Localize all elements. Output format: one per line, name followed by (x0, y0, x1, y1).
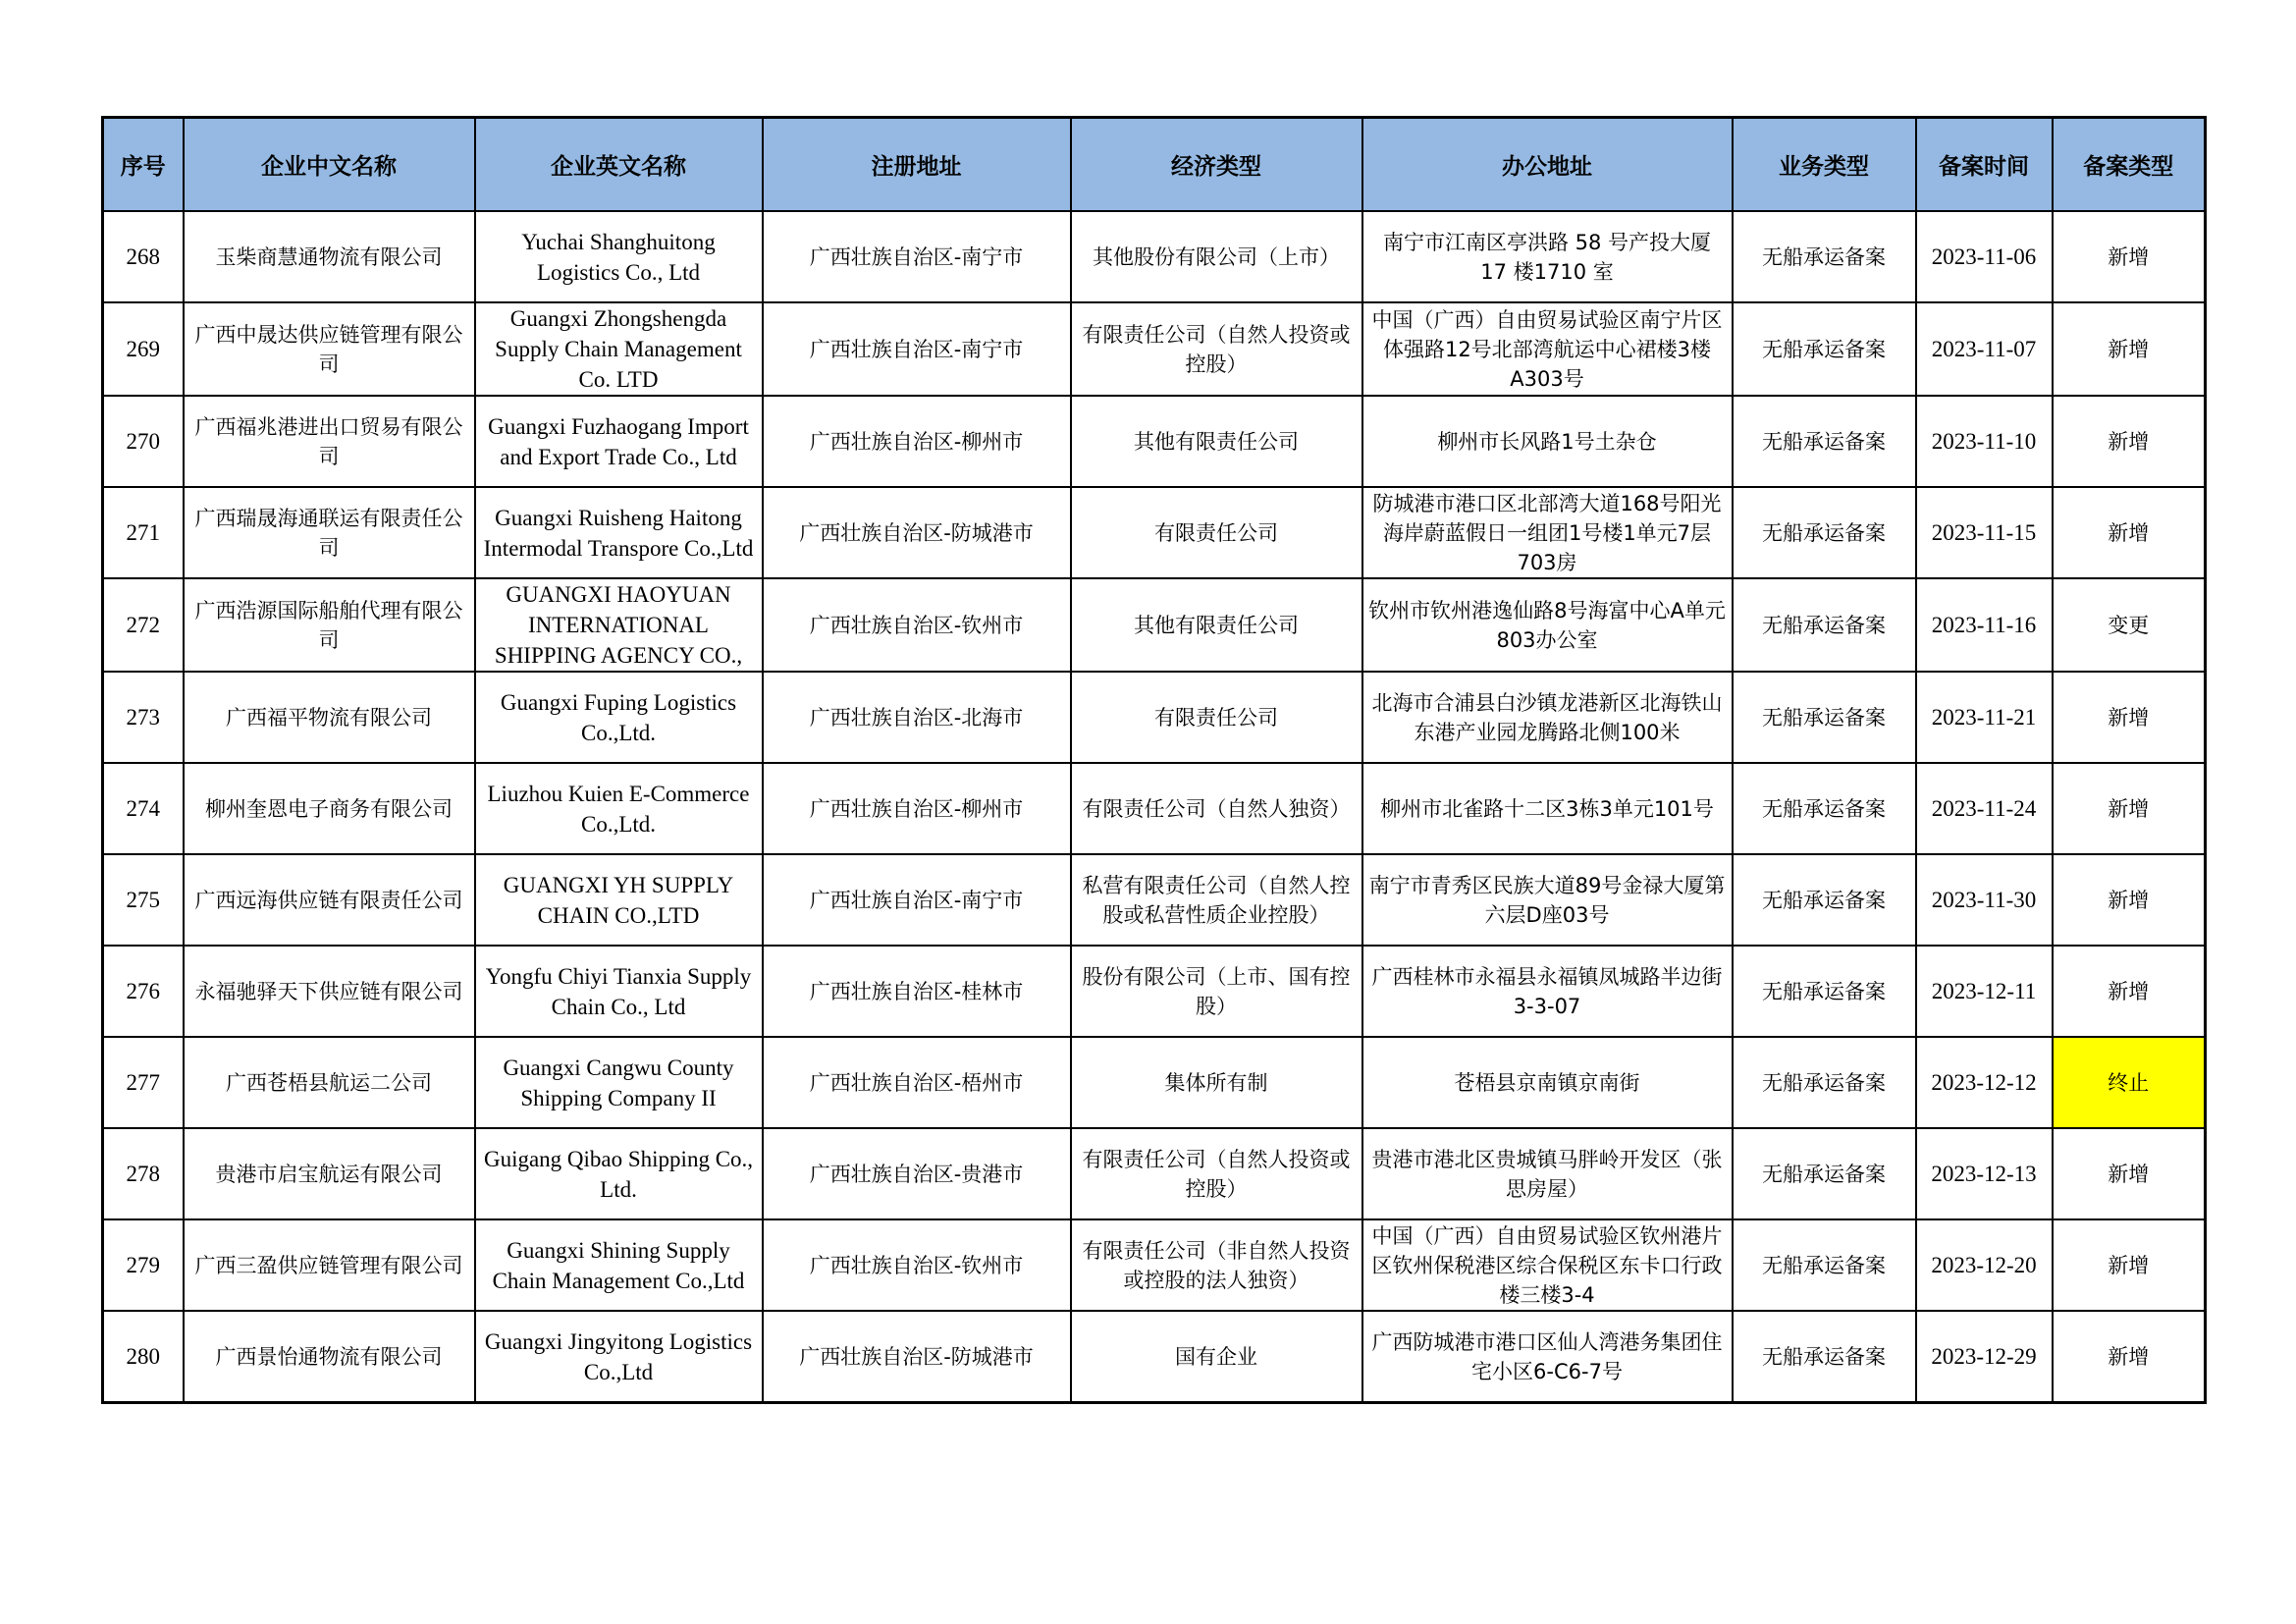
cell-filing-date: 2023-11-10 (1916, 396, 2053, 487)
cell-filing-date: 2023-11-21 (1916, 672, 2053, 763)
cell-economic-type: 有限责任公司（自然人独资） (1071, 763, 1362, 854)
cell-name-en: Guangxi Ruisheng Haitong Intermodal Transpore Co.,Ltd (475, 487, 763, 578)
cell-filing-date: 2023-11-24 (1916, 763, 2053, 854)
cell-economic-type: 有限责任公司 (1071, 672, 1362, 763)
cell-seq: 278 (103, 1128, 184, 1219)
cell-filing-type: 新增 (2053, 487, 2206, 578)
cell-office-address: 中国（广西）自由贸易试验区南宁片区体强路12号北部湾航运中心裙楼3楼A303号 (1362, 302, 1733, 396)
cell-name-en: Guangxi Zhongshengda Supply Chain Management Co. LTD (475, 302, 763, 396)
cell-seq: 280 (103, 1311, 184, 1403)
registry-table (101, 116, 2207, 1404)
cell-filing-date: 2023-12-29 (1916, 1311, 2053, 1403)
cell-name-en: Guangxi Fuzhaogang Import and Export Trade Co., Ltd (475, 396, 763, 487)
cell-name-en: Yongfu Chiyi Tianxia Supply Chain Co., Ltd (475, 946, 763, 1037)
cell-seq: 279 (103, 1219, 184, 1311)
table-row (103, 302, 2206, 396)
cell-seq: 268 (103, 211, 184, 302)
header-business-type: 业务类型 (1733, 118, 1916, 212)
cell-economic-type: 有限责任公司（自然人投资或控股） (1071, 302, 1362, 396)
header-name-cn: 企业中文名称 (184, 118, 475, 212)
cell-name-cn: 广西景怡通物流有限公司 (184, 1311, 475, 1403)
cell-business-type: 无船承运备案 (1733, 1311, 1916, 1403)
table-row (103, 672, 2206, 763)
cell-filing-type: 新增 (2053, 1128, 2206, 1219)
cell-business-type: 无船承运备案 (1733, 1037, 1916, 1128)
table-row (103, 396, 2206, 487)
cell-name-en: Guangxi Shining Supply Chain Management Co.,Ltd (475, 1219, 763, 1311)
cell-economic-type: 国有企业 (1071, 1311, 1362, 1403)
header-seq: 序号 (103, 118, 184, 212)
cell-office-address: 广西防城港市港口区仙人湾港务集团住宅小区6-C6-7号 (1362, 1311, 1733, 1403)
table-row (103, 854, 2206, 946)
cell-name-en: Guangxi Cangwu County Shipping Company II (475, 1037, 763, 1128)
header-row (103, 118, 2206, 212)
cell-name-cn: 广西福兆港进出口贸易有限公司 (184, 396, 475, 487)
cell-filing-date: 2023-11-06 (1916, 211, 2053, 302)
cell-filing-date: 2023-12-13 (1916, 1128, 2053, 1219)
cell-filing-type: 新增 (2053, 211, 2206, 302)
cell-business-type: 无船承运备案 (1733, 854, 1916, 946)
cell-name-en: Guangxi Jingyitong Logistics Co.,Ltd (475, 1311, 763, 1403)
cell-business-type: 无船承运备案 (1733, 211, 1916, 302)
cell-filing-type: 新增 (2053, 763, 2206, 854)
cell-economic-type: 其他股份有限公司（上市） (1071, 211, 1362, 302)
cell-name-en: Liuzhou Kuien E-Commerce Co.,Ltd. (475, 763, 763, 854)
cell-reg-address: 广西壮族自治区-梧州市 (763, 1037, 1071, 1128)
cell-name-cn: 广西三盈供应链管理有限公司 (184, 1219, 475, 1311)
cell-office-address: 南宁市青秀区民族大道89号金禄大厦第六层D座03号 (1362, 854, 1733, 946)
header-filing-date: 备案时间 (1916, 118, 2053, 212)
cell-business-type: 无船承运备案 (1733, 1128, 1916, 1219)
cell-reg-address: 广西壮族自治区-南宁市 (763, 854, 1071, 946)
cell-economic-type: 其他有限责任公司 (1071, 396, 1362, 487)
table-row (103, 1037, 2206, 1128)
cell-name-en: Yuchai Shanghuitong Logistics Co., Ltd (475, 211, 763, 302)
cell-seq: 276 (103, 946, 184, 1037)
cell-office-address: 广西桂林市永福县永福镇凤城路半边街3-3-07 (1362, 946, 1733, 1037)
cell-filing-date: 2023-11-15 (1916, 487, 2053, 578)
cell-economic-type: 股份有限公司（上市、国有控股） (1071, 946, 1362, 1037)
cell-office-address: 钦州市钦州港逸仙路8号海富中心A单元803办公室 (1362, 578, 1733, 672)
cell-office-address: 南宁市江南区亭洪路 58 号产投大厦 17 楼1710 室 (1362, 211, 1733, 302)
cell-business-type: 无船承运备案 (1733, 487, 1916, 578)
table-row (103, 763, 2206, 854)
cell-filing-type: 变更 (2053, 578, 2206, 672)
cell-filing-date: 2023-12-11 (1916, 946, 2053, 1037)
cell-name-cn: 永福驰驿天下供应链有限公司 (184, 946, 475, 1037)
cell-name-en: Guigang Qibao Shipping Co., Ltd. (475, 1128, 763, 1219)
header-name-en: 企业英文名称 (475, 118, 763, 212)
cell-reg-address: 广西壮族自治区-钦州市 (763, 578, 1071, 672)
table-row (103, 211, 2206, 302)
cell-reg-address: 广西壮族自治区-柳州市 (763, 396, 1071, 487)
cell-office-address: 贵港市港北区贵城镇马胖岭开发区（张思房屋） (1362, 1128, 1733, 1219)
cell-filing-date: 2023-11-16 (1916, 578, 2053, 672)
cell-business-type: 无船承运备案 (1733, 578, 1916, 672)
cell-filing-type: 新增 (2053, 1311, 2206, 1403)
cell-seq: 277 (103, 1037, 184, 1128)
cell-filing-date: 2023-12-12 (1916, 1037, 2053, 1128)
cell-reg-address: 广西壮族自治区-北海市 (763, 672, 1071, 763)
cell-filing-type: 新增 (2053, 396, 2206, 487)
cell-economic-type: 其他有限责任公司 (1071, 578, 1362, 672)
cell-filing-type: 终止 (2053, 1037, 2206, 1128)
cell-filing-type: 新增 (2053, 672, 2206, 763)
cell-filing-type: 新增 (2053, 946, 2206, 1037)
header-economic-type: 经济类型 (1071, 118, 1362, 212)
cell-business-type: 无船承运备案 (1733, 1219, 1916, 1311)
table-row (103, 1128, 2206, 1219)
cell-reg-address: 广西壮族自治区-桂林市 (763, 946, 1071, 1037)
table-row (103, 487, 2206, 578)
cell-name-cn: 广西瑞晟海通联运有限责任公司 (184, 487, 475, 578)
cell-economic-type: 私营有限责任公司（自然人控股或私营性质企业控股） (1071, 854, 1362, 946)
table-row (103, 1219, 2206, 1311)
table-row (103, 1311, 2206, 1403)
cell-filing-type: 新增 (2053, 302, 2206, 396)
table-row (103, 578, 2206, 672)
cell-name-en: GUANGXI HAOYUAN INTERNATIONAL SHIPPING AGENCY CO., (475, 578, 763, 672)
cell-name-en: GUANGXI YH SUPPLY CHAIN CO.,LTD (475, 854, 763, 946)
header-office-address: 办公地址 (1362, 118, 1733, 212)
cell-name-en: Guangxi Fuping Logistics Co.,Ltd. (475, 672, 763, 763)
table-body (103, 211, 2206, 1403)
cell-seq: 269 (103, 302, 184, 396)
cell-name-cn: 广西中晟达供应链管理有限公司 (184, 302, 475, 396)
cell-office-address: 防城港市港口区北部湾大道168号阳光海岸蔚蓝假日一组团1号楼1单元7层703房 (1362, 487, 1733, 578)
cell-filing-type: 新增 (2053, 1219, 2206, 1311)
cell-seq: 273 (103, 672, 184, 763)
cell-business-type: 无船承运备案 (1733, 396, 1916, 487)
cell-seq: 272 (103, 578, 184, 672)
cell-reg-address: 广西壮族自治区-南宁市 (763, 302, 1071, 396)
cell-reg-address: 广西壮族自治区-防城港市 (763, 1311, 1071, 1403)
cell-office-address: 北海市合浦县白沙镇龙港新区北海铁山东港产业园龙腾路北侧100米 (1362, 672, 1733, 763)
cell-seq: 274 (103, 763, 184, 854)
cell-name-cn: 贵港市启宝航运有限公司 (184, 1128, 475, 1219)
cell-reg-address: 广西壮族自治区-贵港市 (763, 1128, 1071, 1219)
cell-office-address: 柳州市北雀路十二区3栋3单元101号 (1362, 763, 1733, 854)
table-row (103, 946, 2206, 1037)
cell-economic-type: 集体所有制 (1071, 1037, 1362, 1128)
cell-seq: 270 (103, 396, 184, 487)
cell-seq: 275 (103, 854, 184, 946)
cell-reg-address: 广西壮族自治区-防城港市 (763, 487, 1071, 578)
cell-reg-address: 广西壮族自治区-柳州市 (763, 763, 1071, 854)
cell-office-address: 中国（广西）自由贸易试验区钦州港片区钦州保税港区综合保税区东卡口行政楼三楼3-4 (1362, 1219, 1733, 1311)
cell-name-cn: 广西远海供应链有限责任公司 (184, 854, 475, 946)
cell-name-cn: 柳州奎恩电子商务有限公司 (184, 763, 475, 854)
cell-office-address: 苍梧县京南镇京南街 (1362, 1037, 1733, 1128)
header-reg-address: 注册地址 (763, 118, 1071, 212)
cell-business-type: 无船承运备案 (1733, 672, 1916, 763)
cell-filing-type: 新增 (2053, 854, 2206, 946)
cell-name-cn: 广西浩源国际船舶代理有限公司 (184, 578, 475, 672)
registry-table-container (101, 116, 2204, 1404)
cell-office-address: 柳州市长风路1号土杂仓 (1362, 396, 1733, 487)
cell-filing-date: 2023-11-30 (1916, 854, 2053, 946)
cell-name-cn: 广西福平物流有限公司 (184, 672, 475, 763)
cell-seq: 271 (103, 487, 184, 578)
cell-economic-type: 有限责任公司 (1071, 487, 1362, 578)
cell-filing-date: 2023-12-20 (1916, 1219, 2053, 1311)
cell-reg-address: 广西壮族自治区-钦州市 (763, 1219, 1071, 1311)
cell-reg-address: 广西壮族自治区-南宁市 (763, 211, 1071, 302)
cell-economic-type: 有限责任公司（非自然人投资或控股的法人独资） (1071, 1219, 1362, 1311)
cell-business-type: 无船承运备案 (1733, 946, 1916, 1037)
cell-economic-type: 有限责任公司（自然人投资或控股） (1071, 1128, 1362, 1219)
cell-business-type: 无船承运备案 (1733, 302, 1916, 396)
cell-name-cn: 玉柴商慧通物流有限公司 (184, 211, 475, 302)
cell-business-type: 无船承运备案 (1733, 763, 1916, 854)
header-filing-type: 备案类型 (2053, 118, 2206, 212)
cell-filing-date: 2023-11-07 (1916, 302, 2053, 396)
cell-name-cn: 广西苍梧县航运二公司 (184, 1037, 475, 1128)
